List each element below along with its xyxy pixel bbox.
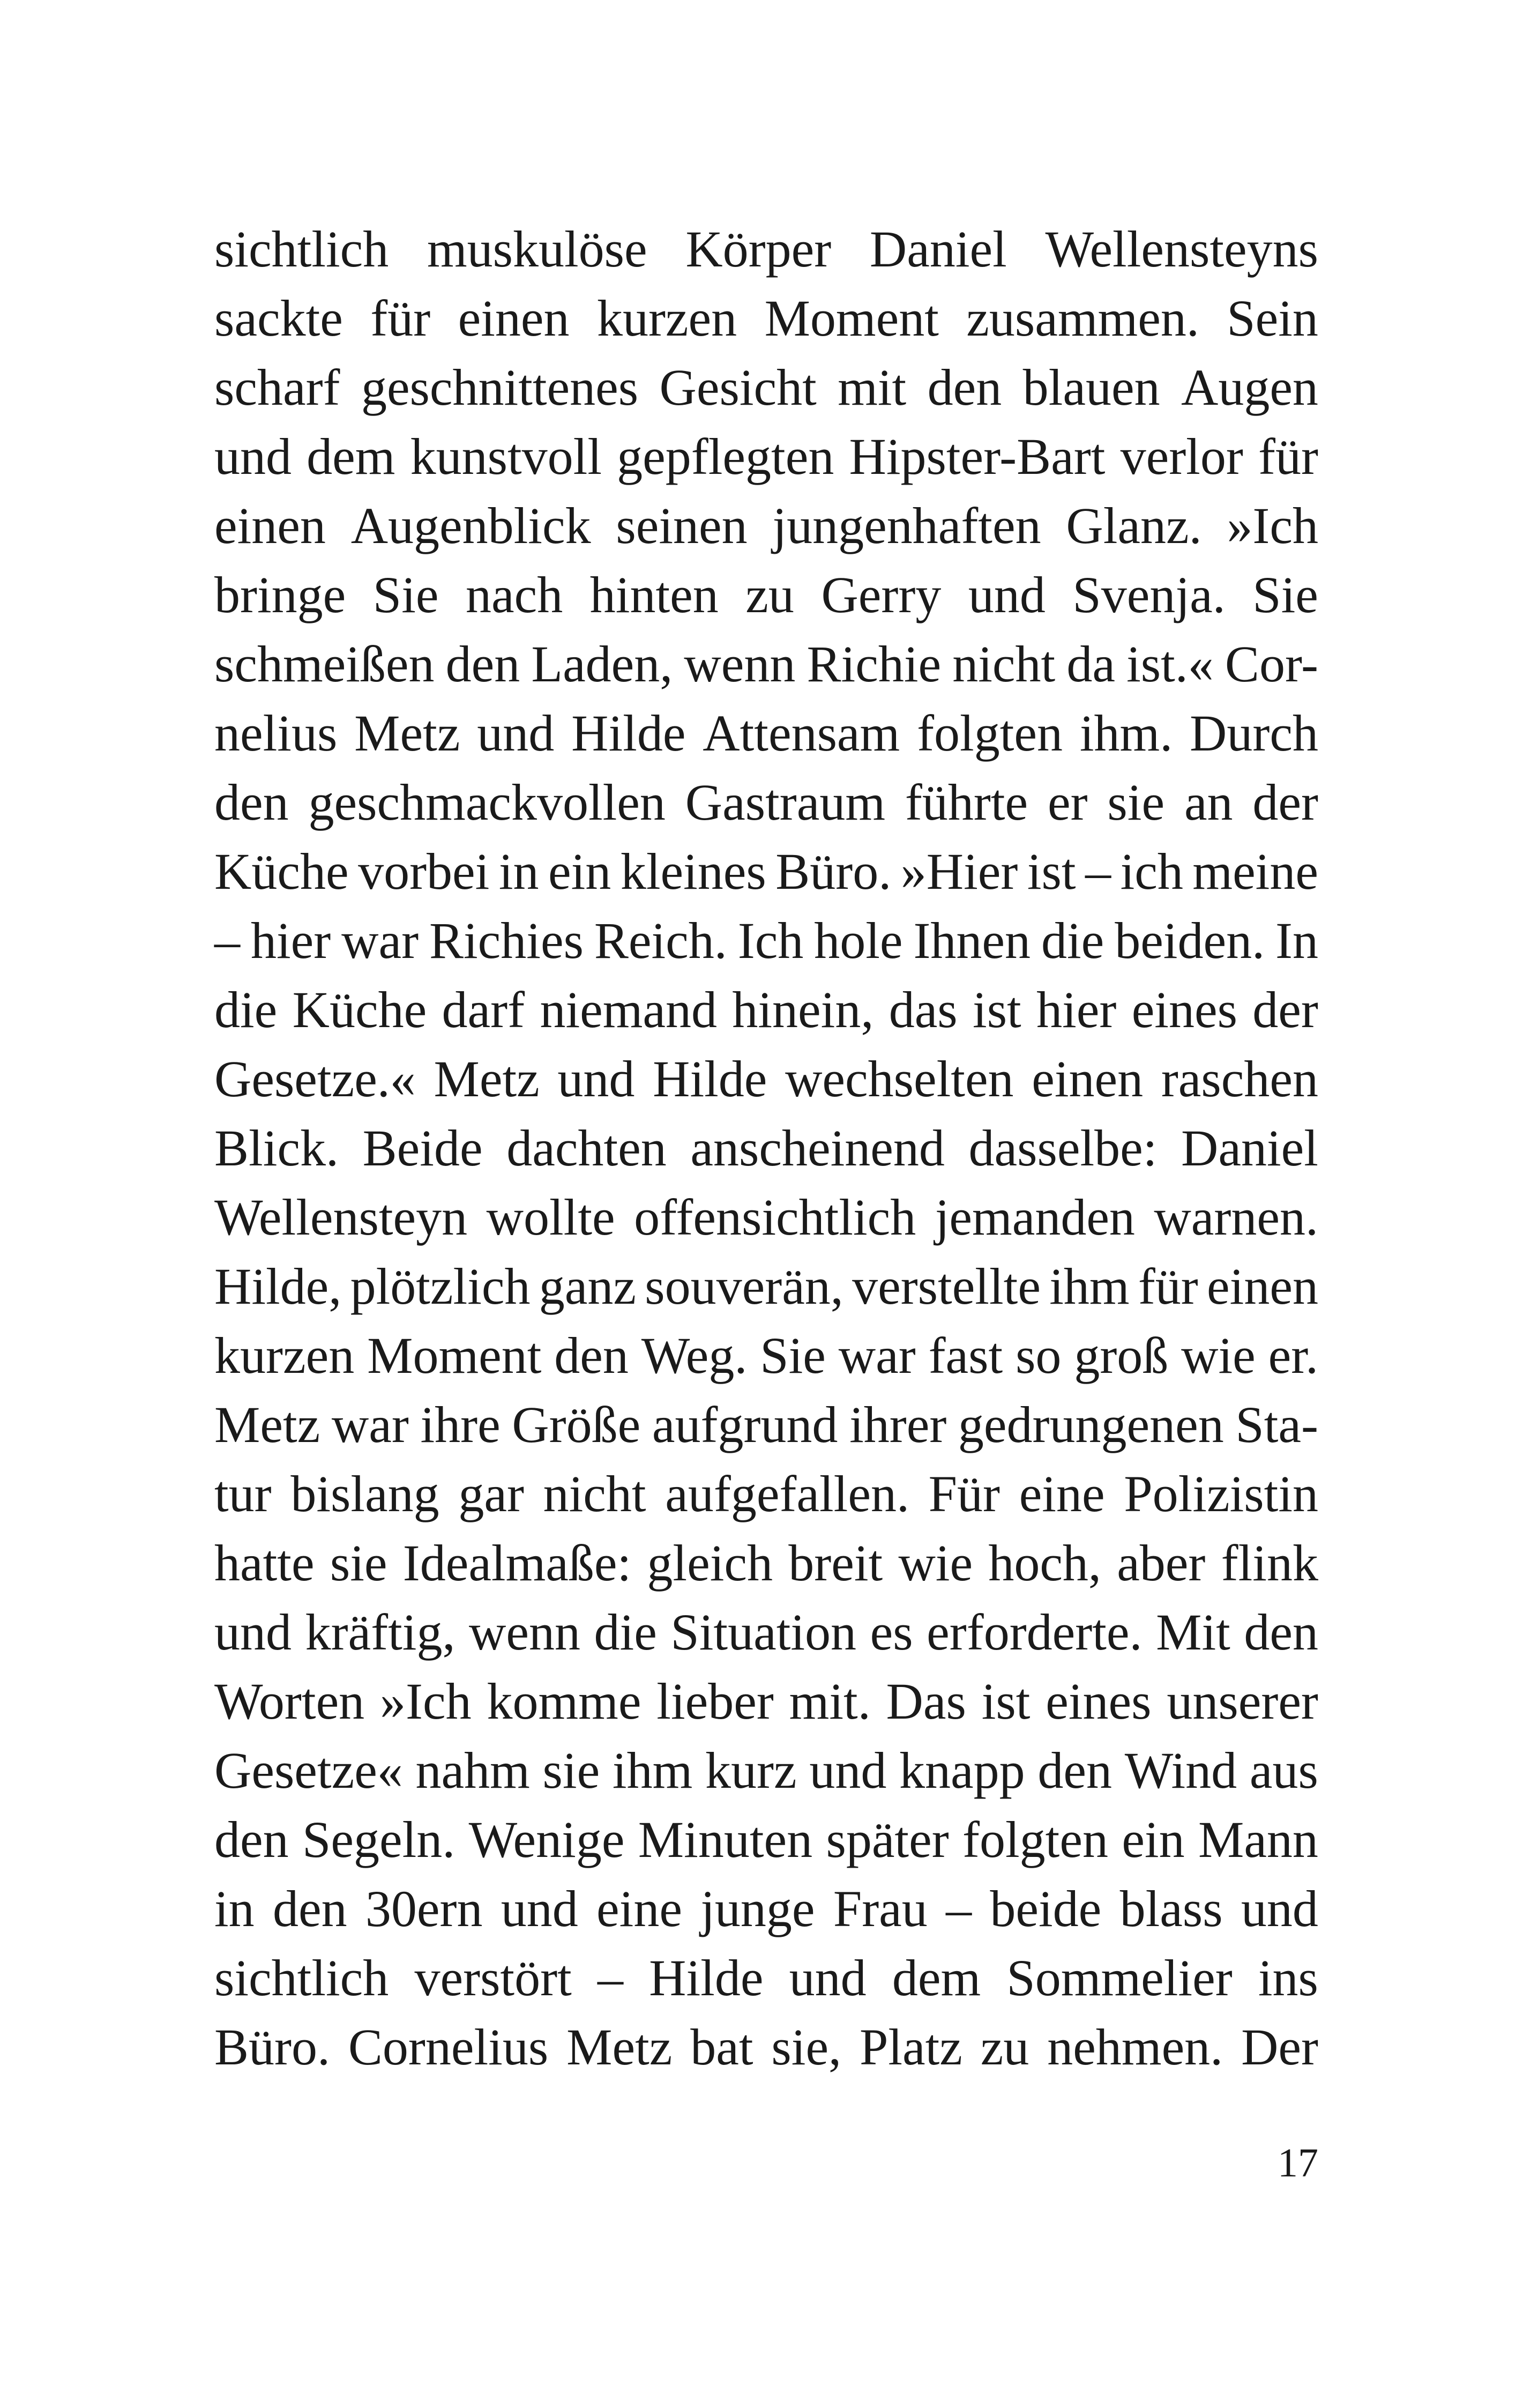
word: Segeln. [302,1811,456,1868]
word: war [341,912,419,969]
word: verlor [1120,428,1243,485]
word: und [557,1050,635,1108]
word: geschnittenes [361,359,639,416]
word: aufgrund [652,1396,838,1453]
word: Cornelius [348,2018,549,2076]
word: erforderte. [927,1603,1143,1661]
word: jungenhaften [772,497,1041,554]
word: der [1252,774,1318,831]
word: sie [1107,774,1165,831]
word: junge [700,1880,815,1937]
word: Hilde [649,1949,764,2006]
word: Büro. [214,2018,330,2076]
word: dem [307,428,395,485]
word: führte [905,774,1028,831]
word: für [1138,1258,1198,1315]
text-line [214,1044,1318,1113]
word: Hipster-Bart [849,428,1106,485]
word: Metz [566,2018,673,2076]
word: gar [458,1465,524,1522]
word: Hilde [653,1050,767,1108]
text-line [214,698,1318,768]
word: darf [442,981,525,1038]
word: Küche [214,843,349,900]
word: sichtlich [214,1949,389,2006]
word: scharf [214,359,340,416]
word: Platz [859,2018,962,2076]
word: Metz [434,1050,540,1108]
word: sackte [214,289,343,347]
word: in [214,1880,255,1937]
word: ich [1120,843,1183,900]
word: nehmen. [1047,2018,1223,2076]
word: sie [330,1534,387,1592]
word: unserer [1167,1673,1318,1730]
word: bringe [214,566,346,623]
word: Wind [1124,1742,1237,1799]
word: Sein [1227,289,1318,347]
word: wie [1181,1327,1256,1384]
word: Moment [764,289,939,347]
word: Daniel [869,220,1007,278]
word: breit [788,1534,883,1592]
text-line [214,837,1318,906]
word: Augen [1181,359,1318,416]
word: und [789,1949,867,2006]
word: bislang [290,1465,439,1522]
word: und [1241,1880,1318,1937]
word: »Ich [1227,497,1318,554]
word: Gerry [821,566,942,623]
word: an [1184,774,1233,831]
text-line [214,284,1318,353]
word: fast [928,1327,1003,1384]
word: kurzen [214,1327,355,1384]
word: Richies [429,912,584,969]
word: Svenja. [1072,566,1226,623]
word: den [1037,1742,1112,1799]
word: kurzen [596,289,737,347]
word: Büro. [775,843,892,900]
word: die [1041,912,1104,969]
word: hole [814,912,903,969]
word: Metz [214,1396,320,1453]
word: den [445,635,520,693]
word: raschen [1161,1050,1318,1108]
word: dem [892,1949,981,2006]
word: ist [1027,843,1076,900]
word: – [1085,843,1111,900]
word: Mann [1198,1811,1318,1868]
word: Gastraum [685,774,885,831]
word: muskulöse [427,220,647,278]
word: schmeißen [214,635,435,693]
text-line [214,560,1318,629]
word: kunstvoll [410,428,602,485]
text-line [214,422,1318,491]
text-line [214,1252,1318,1321]
word: blauen [1022,359,1160,416]
word: gedrungenen [958,1396,1224,1453]
word: den [214,1811,289,1868]
word: war [838,1327,916,1384]
word: und [501,1880,578,1937]
word: Moment [367,1327,542,1384]
word: tur [214,1465,272,1522]
word: anscheinend [690,1119,945,1177]
word: Worten [214,1673,365,1730]
word: Hilde, [214,1258,342,1315]
word: und [214,1603,292,1661]
word: Reich. [594,912,727,969]
word: verstört [414,1949,572,2006]
text-line [214,1113,1318,1183]
text-line [214,1183,1318,1252]
word: Daniel [1181,1119,1318,1177]
word: lieber [656,1673,774,1730]
word: Wellensteyns [1045,220,1318,278]
word: kleines [620,843,766,900]
word: für [370,289,431,347]
word: sie [542,1742,600,1799]
word: wollte [486,1188,615,1246]
word: und [968,566,1046,623]
word: kurz [705,1742,797,1799]
word: niemand [540,981,718,1038]
word: eine [1019,1465,1105,1522]
word: das [889,981,958,1038]
word: hier [250,912,331,969]
word: wechselten [785,1050,1014,1108]
word: mit. [789,1673,871,1730]
word: einen [214,497,326,554]
text-line [214,1321,1318,1390]
text-line [214,1805,1318,1874]
word: Ihnen [913,912,1031,969]
word: Gesetze« [214,1742,403,1799]
word: einen [458,289,570,347]
word: Gesetze.« [214,1050,416,1108]
body-text [214,214,1318,2082]
word: kräftig, [305,1603,456,1661]
word: hier [1036,981,1117,1038]
word: wenn [469,1603,580,1661]
word: die [594,1603,657,1661]
word: In [1275,912,1318,969]
word: in [498,843,539,900]
word: »Ich [380,1673,472,1730]
word: dachten [506,1119,667,1177]
word: hinten [589,566,719,623]
word: groß [1074,1327,1169,1384]
text-line [214,2012,1318,2082]
word: Größe [512,1396,641,1453]
page-number: 17 [1278,2141,1318,2186]
word: Sommelier [1006,1949,1233,2006]
word: später [826,1811,949,1868]
word: folgten [917,704,1063,762]
word: nahm [415,1742,530,1799]
text-line [214,1597,1318,1667]
word: Cor- [1225,635,1318,693]
text-line [214,1874,1318,1943]
word: sichtlich [214,220,389,278]
word: und [809,1742,887,1799]
word: ist.« [1126,635,1214,693]
word: verstellte [852,1258,1041,1315]
word: den [214,774,289,831]
text-line [214,1943,1318,2012]
word: eines [1131,981,1237,1038]
word: zu [980,2018,1029,2076]
word: und [214,428,292,485]
word: wie [898,1534,973,1592]
word: blass [1119,1880,1223,1937]
word: aus [1249,1742,1318,1799]
word: einen [1032,1050,1144,1108]
text-line [214,1736,1318,1805]
word: geschmackvollen [308,774,666,831]
word: folgten [962,1811,1108,1868]
word: aber [1117,1534,1206,1592]
word: ihre [420,1396,501,1453]
text-line [214,214,1318,284]
word: offensichtlich [634,1188,916,1246]
word: war [331,1396,409,1453]
word: Idealmaße: [402,1534,632,1592]
word: sie, [771,2018,842,2076]
word: Mit [1156,1603,1230,1661]
text-line [214,491,1318,560]
word: Laden, [531,635,673,693]
word: für [1258,428,1318,485]
word: – [946,1880,972,1937]
word: mit [838,359,907,416]
word: hoch, [988,1534,1101,1592]
word: gleich [647,1534,773,1592]
text-line [214,1667,1318,1736]
word: Weg. [641,1327,748,1384]
word: flink [1221,1534,1318,1592]
word: – [597,1949,623,2006]
word: und [477,704,555,762]
word: Für [928,1465,1000,1522]
word: – [214,912,240,969]
word: ganz [539,1258,636,1315]
word: Beide [362,1119,483,1177]
word: Durch [1190,704,1318,762]
word: Wellensteyn [214,1188,468,1246]
word: es [870,1603,913,1661]
word: so [1016,1327,1062,1384]
word: er. [1268,1327,1318,1384]
word: Situation [670,1603,857,1661]
word: beiden. [1115,912,1265,969]
text-line [214,1528,1318,1597]
word: Der [1241,2018,1318,2076]
word: den [554,1327,629,1384]
word: ihm [612,1742,693,1799]
text-line [214,906,1318,975]
word: ein [548,843,611,900]
word: dasselbe: [968,1119,1158,1177]
word: der [1252,981,1318,1038]
word: ein [1122,1811,1185,1868]
word: Frau [833,1880,928,1937]
word: Ich [737,912,804,969]
word: Das [886,1673,966,1730]
word: ins [1258,1949,1318,2006]
word: Körper [685,220,832,278]
text-line [214,768,1318,837]
word: nelius [214,704,338,762]
word: aufgefallen. [665,1465,909,1522]
word: gepflegten [617,428,834,485]
word: ist [973,981,1021,1038]
word: eine [596,1880,682,1937]
word: zu [745,566,794,623]
word: den [927,359,1002,416]
word: Blick. [214,1119,339,1177]
word: souverän, [645,1258,843,1315]
word: vorbei [358,843,490,900]
word: ist [981,1673,1031,1730]
word: Polizistin [1124,1465,1318,1522]
word: Wenige [468,1811,625,1868]
word: nach [466,566,563,623]
word: Richie [807,635,942,693]
word: Augenblick [350,497,591,554]
word: plötzlich [350,1258,531,1315]
word: Attensam [703,704,900,762]
text-line [214,353,1318,422]
word: bat [690,2018,753,2076]
word: Sta- [1235,1396,1318,1453]
word: Hilde [571,704,686,762]
word: da [1066,635,1115,693]
word: Minuten [638,1811,813,1868]
word: hatte [214,1534,315,1592]
word: nicht [952,635,1056,693]
word: knapp [899,1742,1025,1799]
word: zusammen. [966,289,1199,347]
word: 30ern [365,1880,483,1937]
word: Gesicht [659,359,817,416]
word: eines [1046,1673,1152,1730]
word: er [1047,774,1088,831]
text-line [214,1390,1318,1459]
word: beide [990,1880,1102,1937]
word: den [1244,1603,1318,1661]
word: ihm. [1079,704,1173,762]
word: einen [1207,1258,1318,1315]
word: hinein, [732,981,874,1038]
word: ihrer [849,1396,947,1453]
word: nicht [543,1465,646,1522]
word: Glanz. [1066,497,1202,554]
word: den [272,1880,347,1937]
word: Sie [760,1327,826,1384]
word: warnen. [1154,1188,1318,1246]
word: »Hier [900,843,1018,900]
word: ihm [1049,1258,1130,1315]
word: wenn [684,635,796,693]
word: Metz [354,704,460,762]
word: Küche [292,981,427,1038]
word: komme [487,1673,641,1730]
word: Sie [372,566,439,623]
text-line [214,1459,1318,1528]
word: seinen [616,497,748,554]
word: Sie [1252,566,1318,623]
text-line [214,629,1318,698]
word: jemanden [935,1188,1135,1246]
word: meine [1192,843,1318,900]
word: die [214,981,278,1038]
text-line [214,975,1318,1044]
